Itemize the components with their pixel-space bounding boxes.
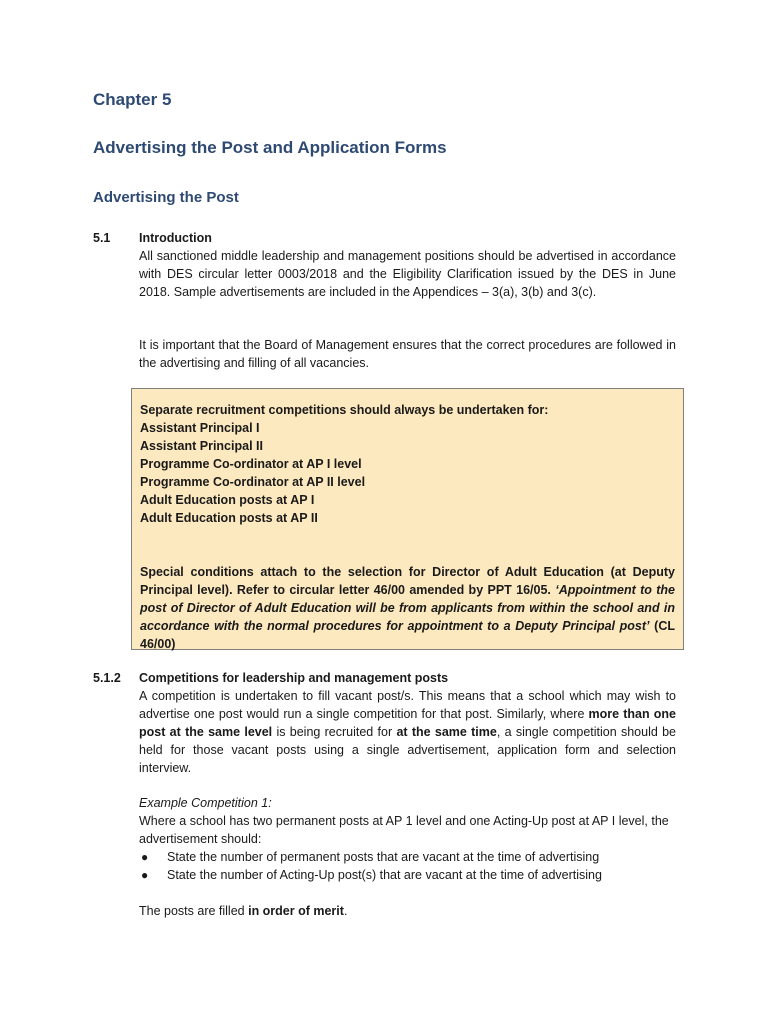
chapter-heading: Chapter 5 xyxy=(93,90,172,109)
callout-special-conditions xyxy=(140,563,675,653)
recruitment-callout-box xyxy=(131,388,684,650)
callout-intro: Separate recruitment competitions should always be undertaken for: xyxy=(140,403,549,417)
example-label: Example Competition 1: xyxy=(139,796,272,810)
example-text: Where a school has two permanent posts at AP 1 level and one Acting-Up post at AP I level, the advertisement should: xyxy=(139,814,669,846)
callout-list xyxy=(140,419,675,527)
section-number-5-1-2: 5.1.2 xyxy=(93,671,121,685)
special-conditions-quote: ‘Appointment to the post of Director of Adult Education will be from applicants from within the school and in accordance with the normal procedures for appointment to a Deputy Principal post’ xyxy=(140,583,675,633)
callout-list-item: Assistant Principal I xyxy=(140,421,260,435)
competitions-bold-a: more than one post at the same level xyxy=(139,707,676,739)
bullet-text: State the number of permanent posts that are vacant at the time of advertising xyxy=(167,850,600,864)
callout-list-item: Assistant Principal II xyxy=(140,439,263,453)
list-item xyxy=(139,848,699,866)
merit-text-a: The posts are filled xyxy=(139,904,245,918)
intro-paragraph-2: It is important that the Board of Management ensures that the correct procedures are followed in the advertising and filling of all vacancies. xyxy=(139,338,676,370)
competitions-bold-b: at the same time xyxy=(396,725,497,739)
callout-list-item: Adult Education posts at AP I xyxy=(140,493,315,507)
merit-paragraph xyxy=(139,902,676,920)
section-heading-competitions: Competitions for leadership and management posts xyxy=(139,671,449,685)
competitions-text-c: , a single competition should be held for those vacant posts using a single advertisement, application form and selection interview. xyxy=(139,725,676,775)
callout-list-item: Programme Co-ordinator at AP I level xyxy=(140,457,362,471)
example-bullet-list xyxy=(139,848,699,884)
bullet-icon: ● xyxy=(141,868,149,882)
list-item xyxy=(139,866,699,884)
section-heading: Advertising the Post xyxy=(93,189,239,206)
callout-list-item: Adult Education posts at AP II xyxy=(140,511,318,525)
bullet-icon: ● xyxy=(141,850,149,864)
competitions-text-b: is being recruited for xyxy=(276,725,393,739)
intro-paragraph-1: All sanctioned middle leadership and management positions should be advertised in accordance with DES circular letter 0003/2018 and the Eligibility Clarification issued by the DES in June 2018. Sample advertisements are included in the Appendices – 3(a), 3(b) and 3(c). xyxy=(139,249,676,299)
special-conditions-ref: (CL 46/00) xyxy=(140,619,675,651)
callout-list-item: Programme Co-ordinator at AP II level xyxy=(140,475,366,489)
section-heading-introduction: Introduction xyxy=(139,231,212,245)
special-conditions-text: Special conditions attach to the selection for Director of Adult Education (at Deputy Principal level). Refer to circular letter 46/00 amended by PPT 16/05. xyxy=(140,565,675,597)
section-number-5-1: 5.1 xyxy=(93,231,111,245)
bullet-text: State the number of Acting-Up post(s) that are vacant at the time of advertising xyxy=(167,868,602,882)
chapter-title: Advertising the Post and Application Forms xyxy=(93,138,447,157)
merit-bold: in order of merit xyxy=(248,904,344,918)
competitions-text-a: A competition is undertaken to fill vacant post/s. This means that a school which may wish to advertise one post would run a single competition for that post. Similarly, where xyxy=(139,689,676,721)
merit-text-b: . xyxy=(343,904,348,918)
competitions-paragraph xyxy=(139,687,676,777)
